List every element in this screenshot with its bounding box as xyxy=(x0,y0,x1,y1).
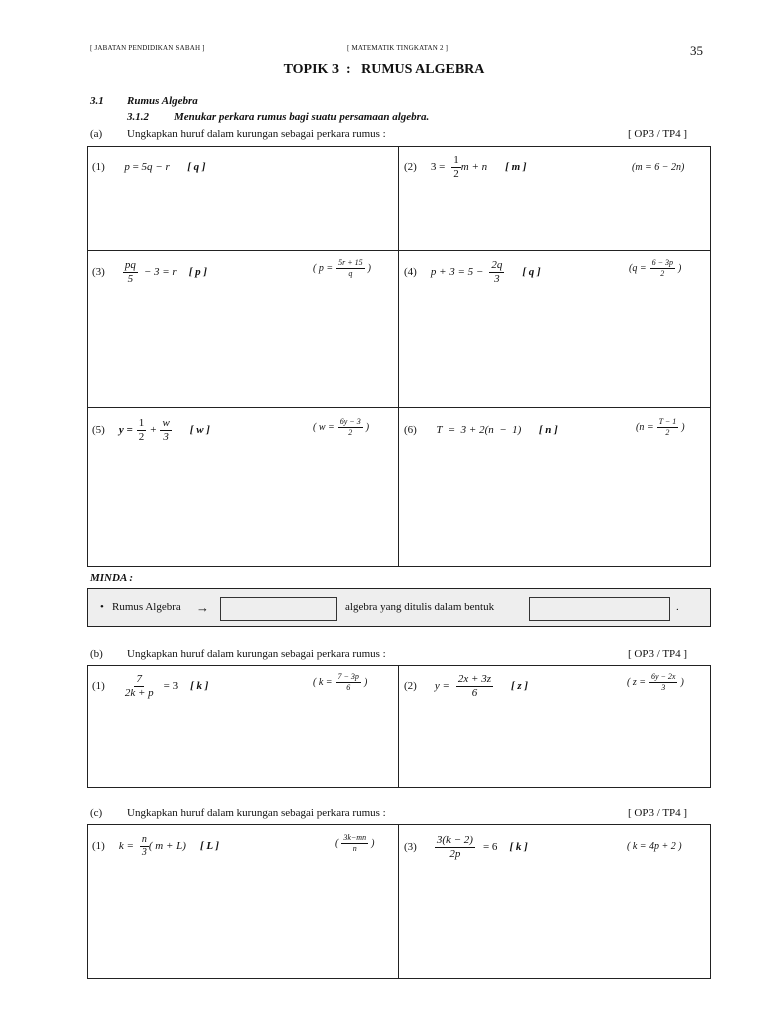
answer-fraction: $\frac{5r + 15}{q}$ xyxy=(338,258,363,278)
answer-c3: ( k = 4p + 2 ) xyxy=(627,841,682,852)
lhs: y = xyxy=(118,424,133,436)
lhs: y = xyxy=(434,680,450,692)
answer-fraction: $\frac{6 - 3p}{2}$ xyxy=(651,258,673,278)
lhs: p + 3 = 5 − xyxy=(430,266,484,278)
question-number: (3) xyxy=(404,841,417,853)
rhs: 5q − r xyxy=(141,161,170,173)
part-a-grid xyxy=(87,146,711,567)
minda-box xyxy=(87,588,711,627)
question-number: (4) xyxy=(404,266,417,278)
question-c3 xyxy=(404,830,528,864)
question-c1 xyxy=(92,830,219,862)
rhs: m + n xyxy=(460,161,488,173)
minda-end: . xyxy=(676,601,679,613)
question-a3 xyxy=(92,256,207,288)
minda-text-2: algebra yang ditulis dalam bentuk xyxy=(345,601,495,613)
section-number: 3.1 xyxy=(90,95,104,107)
fraction: $\frac{n}{3}$ xyxy=(141,833,147,858)
fraction: $\frac{w}{3}$ xyxy=(162,416,170,443)
fraction: $\frac{2q}{3}$ xyxy=(491,258,503,285)
lhs: 3 = xyxy=(430,161,446,173)
question-number: (6) xyxy=(404,424,417,436)
blank-box-1[interactable] xyxy=(220,597,337,621)
answer-a2: (m = 6 − 2n) xyxy=(632,162,685,173)
answer-b2: ( z = $\frac{6y - 2x}{3}$ ) xyxy=(627,672,684,692)
page-title: TOPIK 3 : RUMUS ALGEBRA xyxy=(283,62,485,77)
equation: T = 3 + 2(n − 1) xyxy=(436,424,522,436)
subsection-name: Menukar perkara rumus bagi suatu persamaan algebra. xyxy=(174,111,430,123)
answer-fraction: $\frac{6y - 3}{2}$ xyxy=(339,417,361,437)
lhs: p xyxy=(124,161,130,173)
section-name: Rumus Algebra xyxy=(127,95,198,107)
part-c-instruction: Ungkapkan huruf dalam kurungan sebagai perkara rumus : xyxy=(127,807,386,819)
answer-fraction: $\frac{T - 1}{2}$ xyxy=(658,417,677,437)
answer-a5: ( w = $\frac{6y - 3}{2}$ ) xyxy=(313,417,370,437)
part-c-tag: [ OP3 / TP4 ] xyxy=(628,807,688,819)
question-a1: (1) p = 5q − r [ q ] xyxy=(92,161,206,173)
plus-sign: + xyxy=(150,424,157,436)
page-number: 35 xyxy=(690,43,703,58)
subject-bracket: [ q ] xyxy=(522,266,541,278)
question-b2 xyxy=(404,670,528,702)
grid-divider xyxy=(88,407,710,408)
answer-fraction: $\frac{6y - 2x}{3}$ xyxy=(650,672,676,692)
fraction: $\frac{1}{2}$ xyxy=(453,153,459,180)
subject-bracket: [ w ] xyxy=(189,424,210,436)
fraction: $\frac{1}{2}$ xyxy=(138,416,145,443)
subject-bracket: [ q ] xyxy=(187,161,206,173)
rhs: = 6 xyxy=(482,841,498,853)
blank-box-2[interactable] xyxy=(529,597,670,621)
grid-divider xyxy=(398,147,399,566)
grid-divider xyxy=(398,825,399,978)
question-number: (2) xyxy=(404,161,417,173)
subject-bracket: [ n ] xyxy=(538,424,558,436)
part-a-tag: [ OP3 / TP4 ] xyxy=(628,128,688,140)
rhs: = 3 xyxy=(163,680,179,692)
subject-bracket: [ k ] xyxy=(190,680,209,692)
grid-divider xyxy=(398,666,399,787)
fraction: $\frac{3(k - 2)}{2p}$ xyxy=(436,833,473,860)
minda-text-1: Rumus Algebra xyxy=(112,601,181,613)
answer-a6: (n = $\frac{T - 1}{2}$ ) xyxy=(636,417,685,437)
part-b-tag: [ OP3 / TP4 ] xyxy=(628,648,688,660)
header-left: [ JABATAN PENDIDIKAN SABAH ] xyxy=(90,44,205,52)
subject-bracket: [ p ] xyxy=(188,266,208,278)
question-number: (1) xyxy=(92,161,105,173)
answer-b1: ( k = $\frac{7 - 3p}{6}$ ) xyxy=(313,672,368,692)
question-number: (3) xyxy=(92,266,105,278)
answer-fraction: $\frac{7 - 3p}{6}$ xyxy=(337,672,359,692)
lhs: k = xyxy=(118,840,134,852)
part-b-instruction: Ungkapkan huruf dalam kurungan sebagai perkara rumus : xyxy=(127,648,386,660)
question-a4 xyxy=(404,256,541,288)
rhs: − 3 = r xyxy=(143,266,177,278)
fraction: $\frac{7}{2k + p}$ xyxy=(124,672,154,699)
part-c-label: (c) xyxy=(90,807,103,819)
part-b-label: (b) xyxy=(90,648,103,660)
answer-a4: (q = $\frac{6 - 3p}{2}$ ) xyxy=(629,258,682,278)
question-number: (2) xyxy=(404,680,417,692)
fraction: $\frac{2x + 3z}{6}$ xyxy=(457,672,491,699)
fraction: $\frac{pq}{5}$ xyxy=(124,258,136,285)
subject-bracket: [ z ] xyxy=(510,680,529,692)
answer-c1: ( $\frac{3k-mn}{n}$ ) xyxy=(335,833,375,853)
question-a6 xyxy=(404,424,558,436)
subsection-number: 3.1.2 xyxy=(127,111,149,123)
question-a2 xyxy=(404,151,527,183)
subject-bracket: [ m ] xyxy=(505,161,527,173)
subject-bracket: [ L ] xyxy=(199,840,220,852)
question-number: (1) xyxy=(92,680,105,692)
answer-fraction: $\frac{3k-mn}{n}$ xyxy=(343,833,367,853)
question-number: (5) xyxy=(92,424,105,436)
minda-label: MINDA : xyxy=(90,572,134,584)
bullet: • xyxy=(100,601,104,613)
grid-divider xyxy=(88,250,710,251)
question-a5 xyxy=(92,414,210,446)
header-center: [ MATEMATIK TINGKATAN 2 ] xyxy=(347,44,449,52)
part-a-instruction: Ungkapkan huruf dalam kurungan sebagai perkara rumus : xyxy=(127,128,386,140)
question-b1 xyxy=(92,670,208,702)
question-number: (1) xyxy=(92,840,105,852)
part-a-label: (a) xyxy=(90,128,103,140)
rhs: ( m + L) xyxy=(148,840,186,852)
answer-a3: ( p = $\frac{5r + 15}{q}$ ) xyxy=(313,258,371,278)
arrow-icon: → xyxy=(196,600,209,615)
subject-bracket: [ k ] xyxy=(509,841,528,853)
